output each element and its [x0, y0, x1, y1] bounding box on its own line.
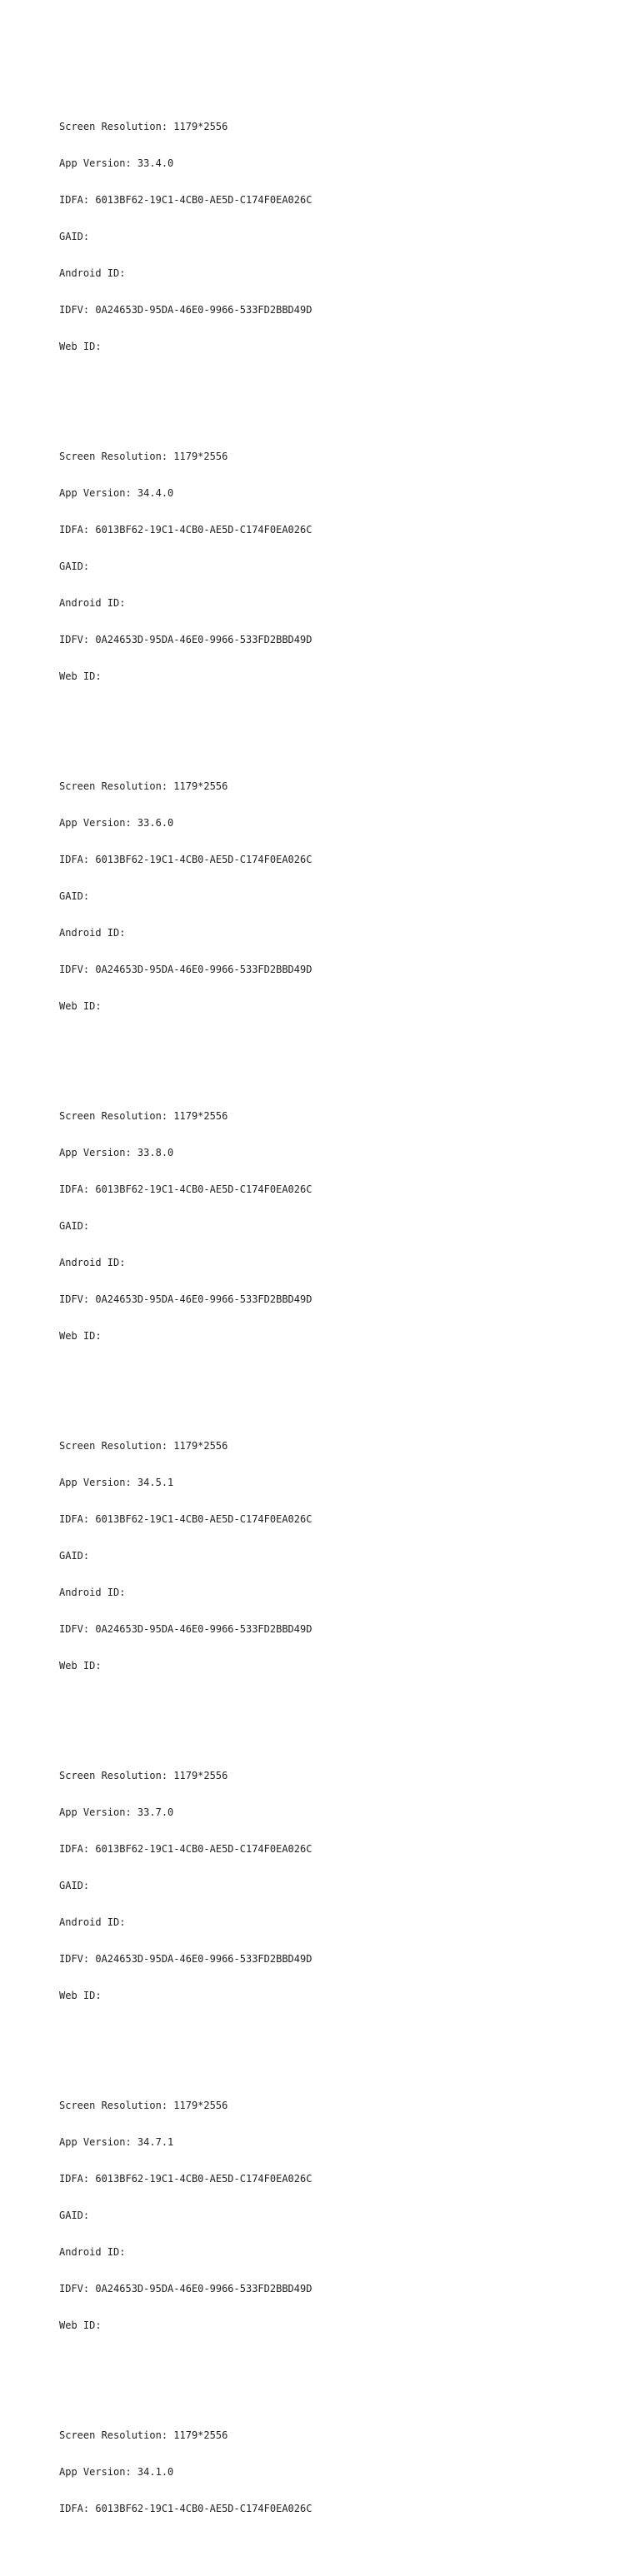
device-record-2: [59, 426, 312, 707]
device-record-8-partial: [59, 2405, 312, 2539]
screen-resolution-line: Screen Resolution: 1179*2556: [59, 1770, 228, 1782]
device-record-6: [59, 1746, 312, 2026]
idfv-value: 0A24653D-95DA-46E0-9966-533FD2BBD49D: [95, 964, 312, 976]
idfv-line: IDFV: 0A24653D-95DA-46E0-9966-533FD2BBD49D: [59, 1293, 312, 1306]
web-id-line: Web ID:: [59, 2319, 108, 2332]
idfv-line: IDFV: 0A24653D-95DA-46E0-9966-533FD2BBD49D: [59, 1623, 312, 1636]
idfa-value: 6013BF62-19C1-4CB0-AE5D-C174F0EA026C: [95, 854, 312, 866]
screen-resolution-value: 1179*2556: [173, 1770, 228, 1782]
app-version-value: 34.7.1: [137, 2136, 174, 2149]
android-id-line: Android ID:: [59, 1257, 132, 1269]
app-version-line: App Version: 34.7.1: [59, 2136, 174, 2149]
idfv-line: IDFV: 0A24653D-95DA-46E0-9966-533FD2BBD49D: [59, 964, 312, 976]
screen-resolution-value: 1179*2556: [173, 2429, 228, 2442]
app-version-line: App Version: 34.1.0: [59, 2466, 174, 2479]
app-version-value: 33.4.0: [137, 157, 174, 170]
web-id-line: Web ID:: [59, 670, 108, 683]
gaid-line: GAID:: [59, 561, 96, 573]
screen-resolution-value: 1179*2556: [173, 780, 228, 793]
idfv-line: IDFV: 0A24653D-95DA-46E0-9966-533FD2BBD49D: [59, 634, 312, 646]
idfa-line: IDFA: 6013BF62-19C1-4CB0-AE5D-C174F0EA026C: [59, 2173, 312, 2185]
device-info-log: [59, 60, 312, 2576]
app-version-value: 34.5.1: [137, 1477, 174, 1489]
screen-resolution-line: Screen Resolution: 1179*2556: [59, 2429, 228, 2442]
gaid-line: GAID:: [59, 1550, 96, 1562]
screen-resolution-line: Screen Resolution: 1179*2556: [59, 2100, 228, 2112]
app-version-value: 33.8.0: [137, 1147, 174, 1159]
gaid-line: GAID:: [59, 890, 96, 903]
idfa-line: IDFA: 6013BF62-19C1-4CB0-AE5D-C174F0EA026C: [59, 1843, 312, 1856]
gaid-line: GAID:: [59, 2210, 96, 2222]
screen-resolution-line: Screen Resolution: 1179*2556: [59, 780, 228, 793]
idfv-value: 0A24653D-95DA-46E0-9966-533FD2BBD49D: [95, 634, 312, 646]
idfa-line: IDFA: 6013BF62-19C1-4CB0-AE5D-C174F0EA026C: [59, 854, 312, 866]
app-version-line: App Version: 33.6.0: [59, 817, 174, 830]
gaid-line: GAID:: [59, 231, 96, 243]
idfv-value: 0A24653D-95DA-46E0-9966-533FD2BBD49D: [95, 1293, 312, 1306]
web-id-line: Web ID:: [59, 1000, 108, 1013]
screen-resolution-value: 1179*2556: [173, 1440, 228, 1452]
android-id-line: Android ID:: [59, 1916, 132, 1929]
idfv-value: 0A24653D-95DA-46E0-9966-533FD2BBD49D: [95, 1953, 312, 1966]
screen-resolution-line: Screen Resolution: 1179*2556: [59, 451, 228, 463]
idfv-line: IDFV: 0A24653D-95DA-46E0-9966-533FD2BBD49D: [59, 304, 312, 316]
app-version-line: App Version: 34.5.1: [59, 1477, 174, 1489]
web-id-line: Web ID:: [59, 1330, 108, 1343]
idfv-value: 0A24653D-95DA-46E0-9966-533FD2BBD49D: [95, 2283, 312, 2295]
app-version-line: App Version: 33.8.0: [59, 1147, 174, 1159]
gaid-line: GAID:: [59, 1880, 96, 1892]
idfa-value: 6013BF62-19C1-4CB0-AE5D-C174F0EA026C: [95, 1843, 312, 1856]
screen-resolution-line: Screen Resolution: 1179*2556: [59, 1440, 228, 1452]
android-id-line: Android ID:: [59, 2246, 132, 2259]
idfa-line: IDFA: 6013BF62-19C1-4CB0-AE5D-C174F0EA026C: [59, 1183, 312, 1196]
app-version-line: App Version: 33.4.0: [59, 157, 174, 170]
gaid-line: GAID:: [59, 1220, 96, 1233]
android-id-line: Android ID:: [59, 597, 132, 610]
app-version-value: 33.7.0: [137, 1806, 174, 1819]
device-record-7: [59, 2075, 312, 2356]
app-version-value: 34.4.0: [137, 487, 174, 500]
android-id-line: Android ID:: [59, 267, 132, 280]
idfv-line: IDFV: 0A24653D-95DA-46E0-9966-533FD2BBD49D: [59, 2283, 312, 2295]
device-record-5: [59, 1416, 312, 1697]
screen-resolution-value: 1179*2556: [173, 1110, 228, 1123]
screen-resolution-line: Screen Resolution: 1179*2556: [59, 1110, 228, 1123]
idfa-value: 6013BF62-19C1-4CB0-AE5D-C174F0EA026C: [95, 2503, 312, 2515]
idfa-value: 6013BF62-19C1-4CB0-AE5D-C174F0EA026C: [95, 524, 312, 536]
screen-resolution-line: Screen Resolution: 1179*2556: [59, 121, 228, 133]
screen-resolution-value: 1179*2556: [173, 121, 228, 133]
android-id-line: Android ID:: [59, 1587, 132, 1599]
screen-resolution-value: 1179*2556: [173, 2100, 228, 2112]
app-version-value: 34.1.0: [137, 2466, 174, 2479]
app-version-line: App Version: 34.4.0: [59, 487, 174, 500]
device-record-4: [59, 1086, 312, 1367]
web-id-line: Web ID:: [59, 341, 108, 353]
idfv-value: 0A24653D-95DA-46E0-9966-533FD2BBD49D: [95, 304, 312, 316]
idfa-line: IDFA: 6013BF62-19C1-4CB0-AE5D-C174F0EA026C: [59, 2503, 312, 2515]
idfa-value: 6013BF62-19C1-4CB0-AE5D-C174F0EA026C: [95, 2173, 312, 2185]
idfv-value: 0A24653D-95DA-46E0-9966-533FD2BBD49D: [95, 1623, 312, 1636]
idfa-line: IDFA: 6013BF62-19C1-4CB0-AE5D-C174F0EA026C: [59, 524, 312, 536]
web-id-line: Web ID:: [59, 1990, 108, 2002]
idfa-value: 6013BF62-19C1-4CB0-AE5D-C174F0EA026C: [95, 194, 312, 207]
idfv-line: IDFV: 0A24653D-95DA-46E0-9966-533FD2BBD49D: [59, 1953, 312, 1966]
web-id-line: Web ID:: [59, 1660, 108, 1672]
screen-resolution-value: 1179*2556: [173, 451, 228, 463]
device-record-3: [59, 756, 312, 1037]
idfa-line: IDFA: 6013BF62-19C1-4CB0-AE5D-C174F0EA026C: [59, 194, 312, 207]
idfa-value: 6013BF62-19C1-4CB0-AE5D-C174F0EA026C: [95, 1513, 312, 1526]
app-version-value: 33.6.0: [137, 817, 174, 830]
device-record-1: [59, 97, 312, 377]
idfa-value: 6013BF62-19C1-4CB0-AE5D-C174F0EA026C: [95, 1183, 312, 1196]
idfa-line: IDFA: 6013BF62-19C1-4CB0-AE5D-C174F0EA026C: [59, 1513, 312, 1526]
app-version-line: App Version: 33.7.0: [59, 1806, 174, 1819]
android-id-line: Android ID:: [59, 927, 132, 939]
